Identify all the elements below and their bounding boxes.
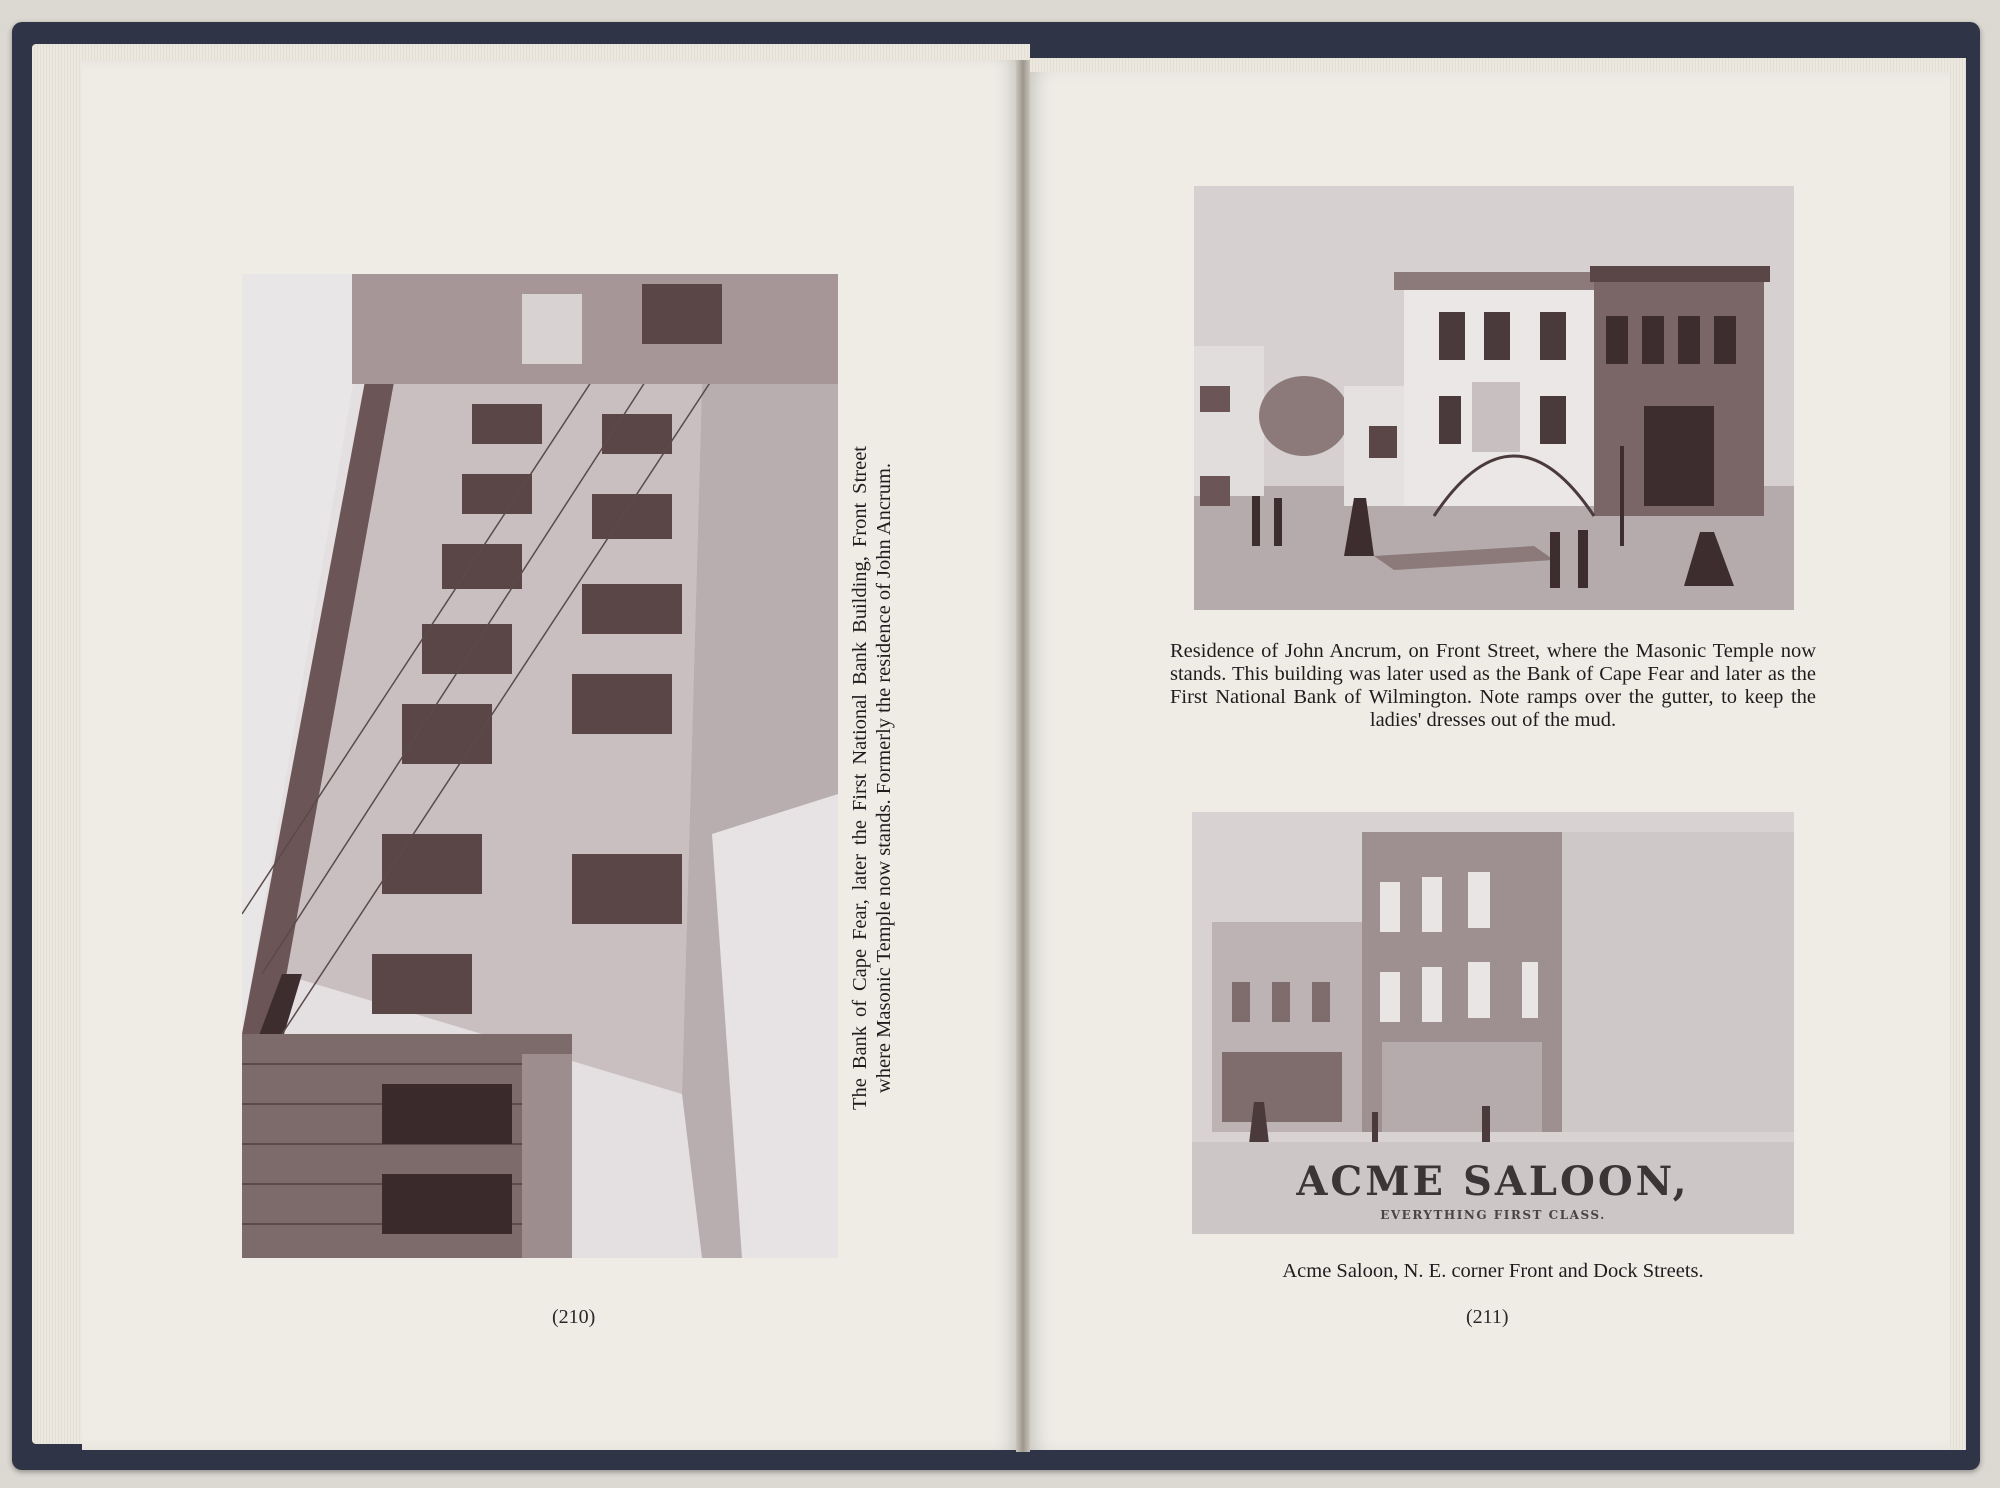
acme-saloon-photo [1192, 812, 1794, 1234]
engraving-caption: Residence of John Ancrum, on Front Street, where the Masonic Temple now stands. This building was later used as the Bank of Cape Fear and later as the First National Bank of Wilmington. Note ramps over the gutter, to keep the ladies' dresses out of the mud. [1170, 640, 1816, 731]
saloon-caption: Acme Saloon, N. E. corner Front and Dock Streets. [1282, 1260, 1704, 1282]
left-photo-caption: The Bank of Cape Fear, later the First National Bank Building, Front Street where Masonic Temple now stands. Formerly the residence of John Ancrum. [849, 446, 895, 1110]
saloon-sign-subtitle: EVERYTHING FIRST CLASS. [1380, 1208, 1606, 1222]
page-number-right: (211) [1466, 1306, 1509, 1328]
book-gutter [1016, 60, 1030, 1452]
saloon-sign-title: ACME SALOON, [1296, 1158, 1690, 1205]
ancrum-residence-engraving [1194, 186, 1794, 610]
bank-building-photo [242, 274, 838, 1258]
page-number-left: (210) [552, 1306, 596, 1328]
